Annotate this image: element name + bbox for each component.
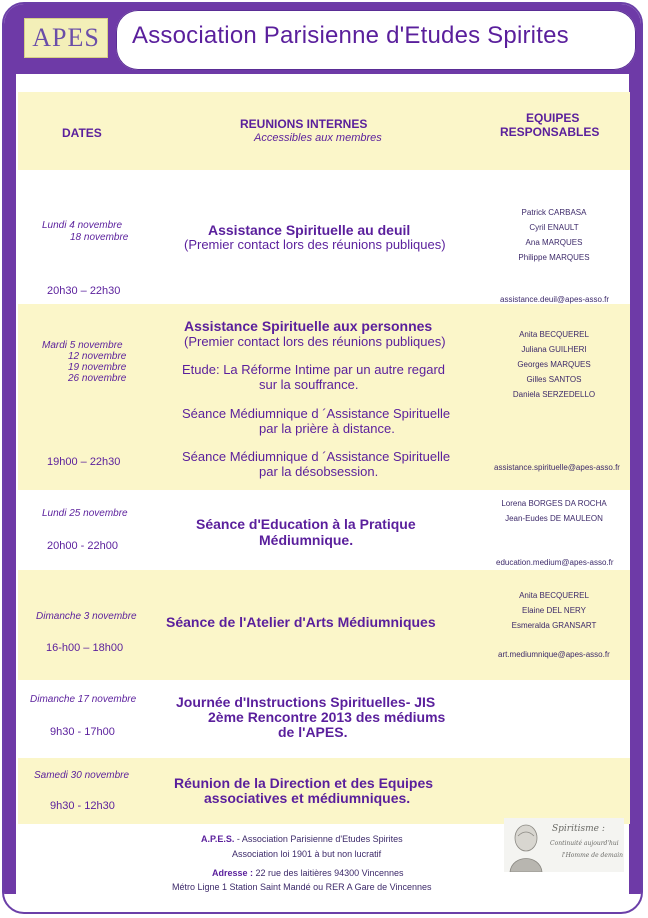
row-date: Dimanche 3 novembre	[36, 611, 137, 622]
team-member: Patrick CARBASA	[521, 208, 587, 217]
apes-logo	[24, 18, 108, 58]
row-time: 20h00 - 22h00	[47, 540, 118, 552]
portrait-caption: l'Homme de demain	[562, 852, 623, 859]
row-title: Assistance Spirituelle aux personnes	[184, 318, 433, 334]
row-date: 19 novembre	[68, 362, 127, 373]
row-date: Lundi 25 novembre	[42, 508, 128, 519]
footer-acronym: A.P.E.S.	[201, 834, 235, 844]
row-time: 9h30 - 17h00	[50, 726, 115, 738]
team-member: Anita BECQUEREL	[519, 330, 589, 339]
portrait-caption: Continuité aujourd'hui	[550, 840, 619, 847]
row-title: 2ème Rencontre 2013 des médiums	[208, 709, 446, 725]
row-subtitle: (Premier contact lors des réunions publiques)	[184, 237, 446, 252]
team-member: Jean-Eudes DE MAULEON	[505, 514, 603, 523]
page-title: Association Parisienne d'Etudes Spirites	[132, 22, 569, 49]
team-member: Georges MARQUES	[517, 360, 591, 369]
logo-text: APES	[32, 23, 100, 52]
row-time: 19h00 – 22h30	[47, 456, 121, 468]
row-email[interactable]: assistance.deuil@apes-asso.fr	[500, 295, 610, 304]
row-date: Samedi 30 novembre	[34, 770, 130, 781]
row-date: Mardi 5 novembre	[42, 340, 123, 351]
header-reunions-subtitle: Accessibles aux membres	[254, 132, 382, 144]
footer-line-1	[201, 834, 403, 844]
team-member: Elaine DEL NERY	[521, 606, 587, 615]
row-detail: par la désobsession.	[259, 464, 379, 479]
row-time: 9h30 - 12h30	[50, 800, 115, 812]
row-title: Médiumnique.	[259, 532, 354, 548]
left-border	[4, 74, 16, 894]
row-date: Dimanche 17 novembre	[30, 694, 137, 705]
page-frame	[2, 2, 643, 914]
team-member: Cyril ENAULT	[529, 223, 579, 232]
team-member: Esmeralda GRANSART	[511, 621, 597, 630]
row-detail: Séance Médiumnique d ´Assistance Spirituelle	[182, 449, 451, 464]
row-title: Séance d'Education à la Pratique	[196, 516, 416, 532]
row-title: Journée d'Instructions Spirituelles- JIS	[176, 694, 436, 710]
row-email[interactable]: education.medium@apes-asso.fr	[496, 558, 614, 567]
footer-address: 22 rue des laitières 94300 Vincennes	[253, 868, 404, 878]
row-email[interactable]: art.mediumnique@apes-asso.fr	[498, 650, 610, 659]
team-member: Anita BECQUEREL	[519, 591, 589, 600]
row-date: 18 novembre	[70, 232, 129, 243]
footer-line-4: Métro Ligne 1 Station Saint Mandé ou RER A Gare de Vincennes	[172, 882, 432, 892]
row-title: Assistance Spirituelle au deuil	[208, 222, 411, 238]
right-border	[629, 74, 641, 894]
row-email[interactable]: assistance.spirituelle@apes-asso.fr	[494, 463, 620, 472]
row-subtitle: (Premier contact lors des réunions publiques)	[184, 334, 446, 349]
footer-address-label: Adresse :	[212, 868, 254, 878]
row-time: 20h30 – 22h30	[47, 285, 121, 297]
header-dates: DATES	[62, 126, 102, 140]
row-title: Séance de l'Atelier d'Arts Médiumniques	[166, 614, 436, 630]
row-detail: sur la souffrance.	[259, 377, 359, 392]
team-member: Juliana GUILHERI	[521, 345, 587, 354]
row-detail: Séance Médiumnique d ´Assistance Spirituelle	[182, 406, 451, 421]
row-title: associatives et médiumniques.	[204, 790, 411, 806]
row-date: 12 novembre	[68, 351, 127, 362]
row-title: Réunion de la Direction et des Equipes	[174, 775, 434, 791]
row-date: Lundi 4 novembre	[42, 220, 123, 231]
team-member: Philippe MARQUES	[518, 253, 590, 262]
team-member: Gilles SANTOS	[526, 375, 582, 384]
team-member: Daniela SERZEDELLO	[512, 390, 596, 399]
footer-line-3	[212, 868, 403, 878]
team-member: Lorena BORGES DA ROCHA	[501, 499, 607, 508]
footer-assoc-name: - Association Parisienne d'Etudes Spirites	[234, 834, 403, 844]
header-equipes: EQUIPES	[526, 111, 580, 125]
row-title: de l'APES.	[278, 724, 348, 740]
header-responsables: RESPONSABLES	[500, 125, 600, 139]
row-detail: par la prière à distance.	[259, 421, 395, 436]
team-member: Ana MARQUES	[525, 238, 583, 247]
row-detail: Etude: La Réforme Intime par un autre regard	[182, 362, 446, 377]
portrait-caption: Spiritisme :	[552, 824, 605, 834]
footer-line-2: Association loi 1901 à but non lucratif	[232, 849, 382, 859]
header-reunions: REUNIONS INTERNES	[240, 117, 368, 131]
row-time: 16-h00 – 18h00	[46, 642, 124, 654]
row-date: 26 novembre	[68, 373, 127, 384]
portrait-image	[504, 818, 624, 872]
